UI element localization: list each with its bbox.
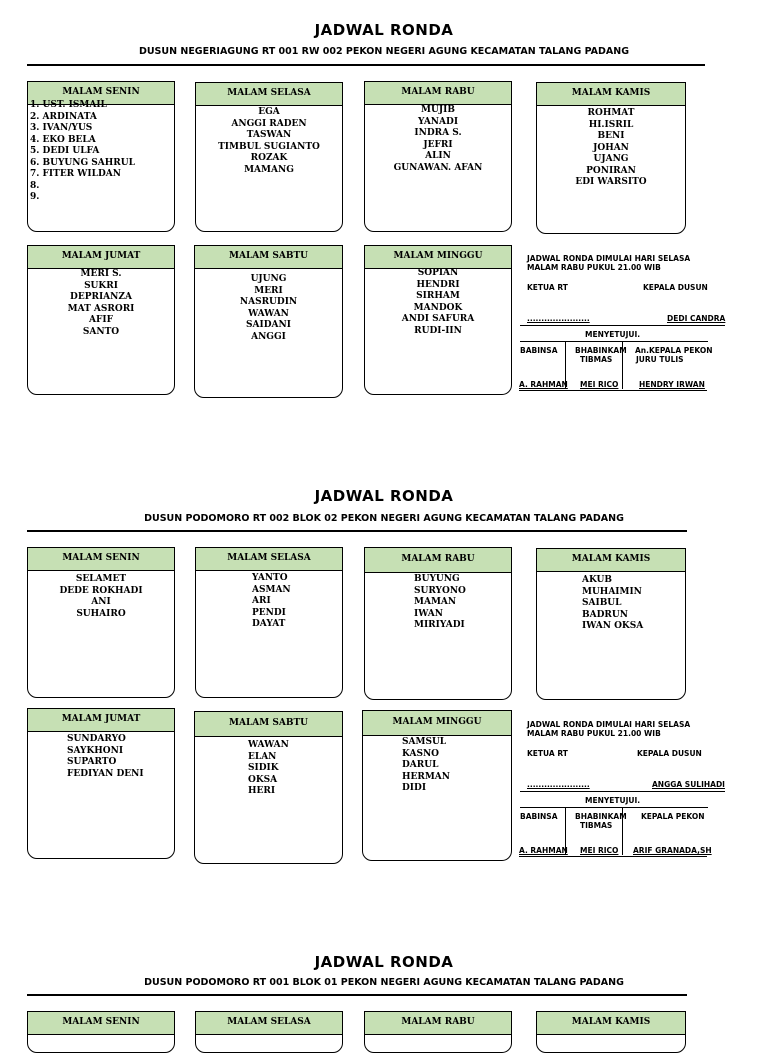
s1-ketua-rt: KETUA RT — [527, 283, 568, 292]
list-item: IWAN OKSA — [582, 621, 644, 631]
list-item: DARUL — [402, 760, 439, 770]
s1-box-malam-rabu — [364, 81, 512, 232]
list-item: BENI — [597, 131, 625, 141]
name-list — [537, 108, 685, 189]
section1-title: JADWAL RONDA — [314, 21, 454, 39]
list-item: NASRUDIN — [239, 297, 298, 307]
s1-approval-rule — [520, 341, 708, 342]
day-header: MALAM RABU — [365, 82, 511, 105]
s1-box-malam-jumat — [27, 245, 175, 395]
list-item: ANGGI — [251, 331, 286, 342]
name-list — [28, 269, 174, 338]
s2-kadus-name: ANGGA SULIHADI — [652, 780, 725, 789]
day-header: MALAM KAMIS — [537, 1012, 685, 1035]
list-item: ELAN — [248, 751, 277, 762]
s3-box-malam-senin — [27, 1011, 175, 1053]
day-header: MALAM SELASA — [196, 83, 342, 106]
list-item: ASMAN — [252, 584, 291, 595]
day-header: MALAM JUMAT — [28, 246, 174, 269]
list-item: DEDE ROKHADI — [59, 585, 143, 596]
s2-box-malam-kamis — [536, 548, 686, 700]
list-item: MERI — [254, 285, 283, 296]
name-list — [195, 740, 342, 798]
list-item: YANADI — [417, 116, 459, 127]
s2-box-malam-jumat — [27, 708, 175, 859]
name-list — [365, 268, 511, 337]
s2-babinsa-name: A. RAHMAN — [519, 846, 568, 855]
list-item: HERI — [248, 786, 276, 796]
list-item: SELAMET — [75, 574, 127, 584]
list-item: MAMAN — [414, 597, 457, 607]
s3-box-malam-rabu — [364, 1011, 512, 1053]
name-list — [537, 575, 685, 633]
list-item: ANGGI RADEN — [231, 118, 307, 129]
list-item: SANTO — [82, 326, 120, 337]
day-header: MALAM SABTU — [195, 246, 342, 269]
list-item: ROHMAT — [587, 108, 635, 118]
day-header: MALAM MINGGU — [363, 711, 511, 736]
list-item: 1. UST. ISMAIL — [30, 100, 107, 110]
s1-box-malam-sabtu — [194, 245, 343, 398]
list-item: WAWAN — [248, 308, 289, 319]
list-item: MUJIB — [421, 105, 455, 115]
list-item: ALIN — [425, 151, 451, 161]
s1-sign-rule — [520, 325, 725, 326]
section1-subtitle: DUSUN NEGERIAGUNG RT 001 RW 002 PEKON NEGERI AGUNG KECAMATAN TALANG PADANG — [138, 46, 630, 57]
list-item: SOPIAN — [417, 268, 459, 278]
name-list — [196, 573, 342, 631]
list-item: MANDOK — [413, 302, 463, 313]
s2-tibmas: TIBMAS — [580, 821, 613, 830]
s1-bhabinkam: BHABINKAM — [575, 346, 627, 355]
s2-info-line2: MALAM RABU PUKUL 21.00 WIB — [527, 729, 661, 738]
s2-bhabinkam: BHABINKAM — [575, 812, 627, 821]
s3-box-malam-kamis — [536, 1011, 686, 1053]
list-item: GUNAWAN. AFAN — [393, 162, 483, 173]
section1-rule — [27, 64, 705, 66]
list-item: ANI — [91, 597, 111, 607]
s1-bhabinkam-name: MEI RICO — [580, 380, 619, 389]
list-item: SAIDANI — [246, 320, 291, 330]
list-item: 4. EKO BELA — [30, 134, 96, 145]
list-item: HENDRI — [416, 279, 460, 290]
list-item: IWAN — [414, 608, 443, 619]
list-item: PENDI — [252, 607, 286, 618]
name-list — [196, 107, 342, 176]
s2-babinsa: BABINSA — [520, 812, 558, 821]
day-header: MALAM MINGGU — [365, 246, 511, 269]
list-item: DAYAT — [252, 619, 286, 629]
day-header: MALAM JUMAT — [28, 709, 174, 732]
list-item: MERI S. — [80, 269, 122, 279]
list-item: BUYUNG — [414, 574, 460, 584]
list-item: 8. — [30, 180, 40, 191]
list-item: EGA — [258, 107, 280, 117]
list-item: 9. — [30, 192, 40, 202]
s2-sign-rule — [520, 791, 725, 792]
list-item: JEFRI — [423, 139, 453, 150]
s1-names-rule — [519, 390, 707, 391]
s2-pekon-name: ARIF GRANADA,SH — [633, 846, 712, 855]
s2-menyetujui: MENYETUJUI. — [585, 796, 641, 805]
list-item: SIDIK — [248, 763, 279, 773]
s2-bhabinkam-name: MEI RICO — [580, 846, 619, 855]
s2-box-malam-senin — [27, 547, 175, 698]
list-item: ARI — [252, 596, 271, 606]
list-item: MAT ASRORI — [67, 303, 135, 314]
day-header: MALAM KAMIS — [537, 549, 685, 572]
section2-subtitle: DUSUN PODOMORO RT 002 BLOK 02 PEKON NEGERI AGUNG KECAMATAN TALANG PADANG — [144, 513, 624, 524]
list-item: SAYKHONI — [67, 745, 124, 756]
list-item: HERMAN — [402, 771, 451, 782]
s1-menyetujui: MENYETUJUI. — [585, 330, 641, 339]
list-item: AFIF — [89, 315, 113, 325]
section3-title: JADWAL RONDA — [314, 953, 454, 971]
s1-juru-tulis: JURU TULIS — [636, 355, 684, 364]
s2-ketua-rt: KETUA RT — [527, 749, 568, 758]
s2-kepala-dusun: KEPALA DUSUN — [637, 749, 702, 758]
s1-tibmas: TIBMAS — [580, 355, 613, 364]
name-list — [28, 734, 174, 780]
s2-rt-signature-dots: ...................... — [527, 780, 590, 789]
s1-babinsa: BABINSA — [520, 346, 558, 355]
s1-kepala-dusun: KEPALA DUSUN — [643, 283, 708, 292]
name-list — [365, 574, 511, 632]
name-list — [365, 105, 511, 174]
s1-babinsa-name: A. RAHMAN — [519, 380, 568, 389]
s2-approval-rule — [520, 807, 708, 808]
section2-rule — [27, 530, 687, 532]
list-item: SUNDARYO — [67, 734, 126, 744]
list-item: FEDIYAN DENI — [67, 768, 144, 779]
list-item: AKUB — [582, 575, 612, 585]
list-item: MIRIYADI — [414, 620, 465, 630]
list-item: SAIBUL — [582, 598, 622, 608]
list-item: PONIRAN — [586, 165, 636, 176]
list-item: ANDI SAFURA — [401, 314, 475, 324]
day-header: MALAM SENIN — [28, 1012, 174, 1035]
list-item: OKSA — [248, 774, 278, 785]
s1-info-line2: MALAM RABU PUKUL 21.00 WIB — [527, 263, 661, 272]
s1-box-malam-kamis — [536, 82, 686, 234]
day-header: MALAM SABTU — [195, 712, 342, 737]
name-list — [363, 737, 511, 795]
day-header: MALAM SELASA — [196, 1012, 342, 1035]
list-item: TASWAN — [246, 130, 292, 140]
list-item: SUKRI — [84, 280, 118, 291]
list-item: DIDI — [402, 783, 427, 793]
day-header: MALAM KAMIS — [537, 83, 685, 106]
s2-kepala-pekon: KEPALA PEKON — [641, 812, 705, 821]
s2-box-malam-selasa — [195, 547, 343, 698]
section3-subtitle: DUSUN PODOMORO RT 001 BLOK 01 PEKON NEGERI AGUNG KECAMATAN TALANG PADANG — [144, 977, 624, 988]
list-item: SUPARTO — [67, 757, 117, 767]
list-item: 7. FITER WILDAN — [30, 169, 121, 179]
list-item: INDRA S. — [414, 128, 462, 138]
day-header: MALAM RABU — [365, 1012, 511, 1035]
list-item: MAMANG — [244, 164, 294, 175]
day-header: MALAM RABU — [365, 548, 511, 573]
name-list — [195, 274, 342, 343]
list-item: DEPRIANZA — [70, 292, 132, 302]
name-list — [28, 574, 174, 620]
list-item: UJANG — [593, 154, 629, 164]
s1-box-malam-senin — [27, 81, 175, 232]
list-item: SUHAIRO — [76, 608, 126, 619]
list-item: HI.ISRIL — [588, 119, 634, 130]
list-item: KASNO — [402, 748, 440, 759]
s1-box-malam-selasa — [195, 82, 343, 232]
s3-box-malam-selasa — [195, 1011, 343, 1053]
s1-pekon-name: HENDRY IRWAN — [639, 380, 705, 389]
list-item: SURYONO — [414, 585, 466, 596]
s2-box-malam-rabu — [364, 547, 512, 700]
s1-rt-signature-dots: ...................... — [527, 314, 590, 323]
list-item: SIRHAM — [416, 291, 460, 301]
day-header: MALAM SELASA — [196, 548, 342, 571]
s1-kepala-pekon: An.KEPALA PEKON — [635, 346, 713, 355]
list-item: RUDI-IIN — [414, 325, 462, 336]
section2-title: JADWAL RONDA — [314, 487, 454, 505]
list-item: 6. BUYUNG SAHRUL — [30, 157, 135, 168]
section3-rule — [27, 994, 687, 996]
list-item: TIMBUL SUGIANTO — [218, 141, 320, 152]
day-header: MALAM SENIN — [28, 82, 174, 105]
day-header: MALAM SENIN — [28, 548, 174, 571]
list-item: 2. ARDINATA — [30, 111, 97, 122]
list-item: MUHAIMIN — [582, 586, 642, 597]
list-item: JOHAN — [593, 142, 629, 153]
list-item: WAWAN — [248, 740, 289, 750]
s1-info-line1: JADWAL RONDA DIMULAI HARI SELASA — [527, 254, 691, 263]
list-item: UJUNG — [250, 274, 287, 284]
s2-box-malam-minggu — [362, 710, 512, 861]
list-item: BADRUN — [582, 609, 628, 620]
s2-names-rule — [519, 856, 707, 857]
list-item: 5. DEDI ULFA — [30, 146, 100, 156]
list-item: ROZAK — [250, 153, 288, 163]
list-item: SAMSUL — [402, 737, 447, 747]
s2-box-malam-sabtu — [194, 711, 343, 864]
s1-box-malam-minggu — [364, 245, 512, 395]
name-list — [28, 100, 174, 204]
s1-kadus-name: DEDI CANDRA — [667, 314, 726, 323]
list-item: EDI WARSITO — [575, 177, 647, 187]
list-item: 3. IVAN/YUS — [30, 123, 93, 133]
list-item: YANTO — [252, 573, 288, 583]
s2-info-line1: JADWAL RONDA DIMULAI HARI SELASA — [527, 720, 691, 729]
